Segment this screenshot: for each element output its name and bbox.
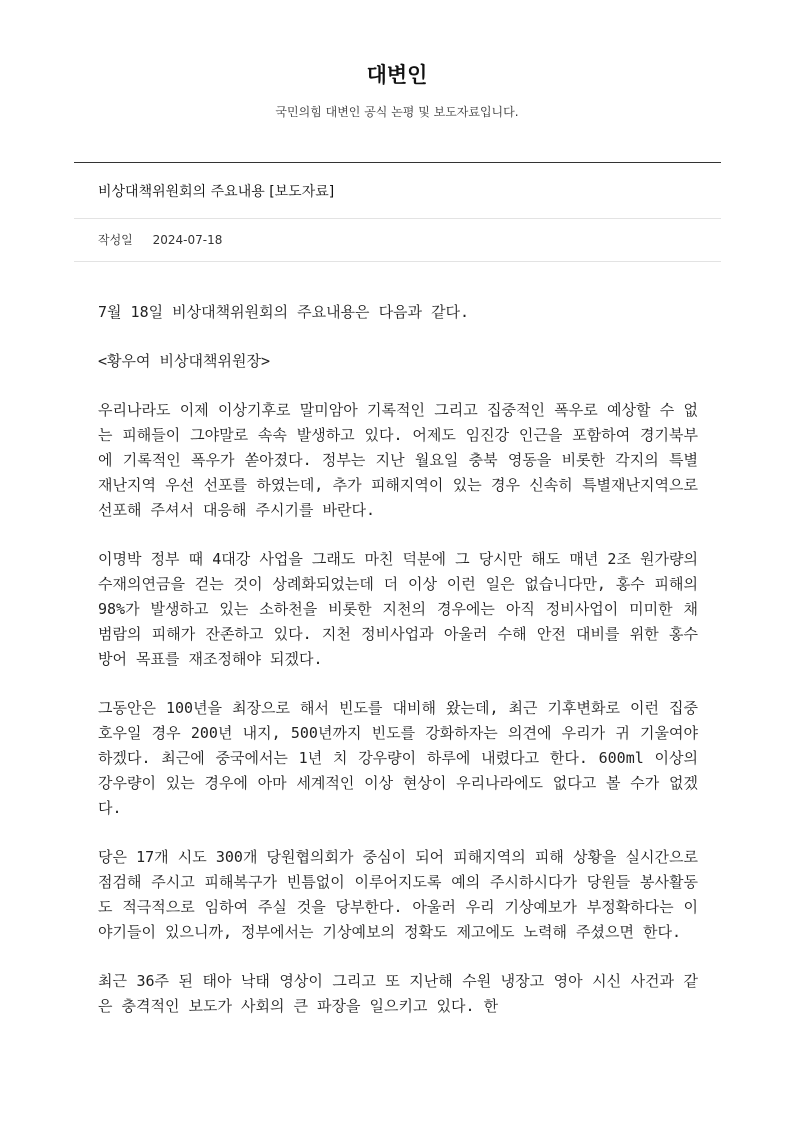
paragraph: 7월 18일 비상대책위원회의 주요내용은 다음과 같다. [98, 303, 470, 321]
paragraph: 당은 17개 시도 300개 당원협의회가 중심이 되어 피해지역의 피해 상황을 실시간으로 점검해 주시고 피해복구가 빈틈없이 이루어지도록 예의 주시하시다가 당원들 봉사활동도 적극적으로 임하여 주실 것을 당부한다. 아울러 우리 기상예보가 부정확하다는 이야기들이 있으니까, 정부에서는 기상예보의 정확도 제고에도 노력해 주셨으면 한다. [98, 848, 698, 941]
paragraph: 우리나라도 이제 이상기후로 말미암아 기록적인 그리고 집중적인 폭우로 예상할 수 없는 피해들이 그야말로 속속 발생하고 있다. 어제도 임진강 인근을 포함하여 경기북부에 기록적인 폭우가 쏟아졌다. 정부는 지난 월요일 충북 영동을 비롯한 각지의 특별재난지역 우선 선포를 하였는데, 추가 피해지역이 있는 경우 신속히 특별재난지역으로 선포해 주셔서 대응해 주시기를 바란다. [98, 401, 698, 519]
paragraph: 이명박 정부 때 4대강 사업을 그래도 마친 덕분에 그 당시만 해도 매년 2조 원가량의 수재의연금을 걷는 것이 상례화되었는데 더 이상 이런 일은 없습니다만, 홍수 피해의 98%가 발생하고 있는 소하천을 비롯한 지천의 경우에는 아직 정비사업이 미미한 채 범람의 피해가 잔존하고 있다. 지천 정비사업과 아울러 수해 안전 대비를 위한 홍수 방어 목표를 재조정해야 되겠다. [98, 550, 698, 668]
paragraph: 최근 36주 된 태아 낙태 영상이 그리고 또 지난해 수원 냉장고 영아 시신 사건과 같은 충격적인 보도가 사회의 큰 파장을 일으키고 있다. 한 [98, 972, 698, 1015]
site-description: 국민의힘 대변인 공식 논평 및 보도자료입니다. [275, 105, 519, 119]
post-date: 2024-07-18 [152, 233, 223, 247]
header-divider [74, 162, 721, 163]
date-label: 작성일 [98, 233, 133, 247]
article-body [98, 300, 698, 1043]
meta-divider [74, 261, 721, 262]
title-divider [74, 218, 721, 219]
post-title: 비상대책위원회의 주요내용 [보도자료] [98, 184, 335, 200]
paragraph: <황우여 비상대책위원장> [98, 352, 270, 370]
post-meta [98, 231, 222, 249]
site-title[interactable]: 대변인 [366, 63, 428, 87]
paragraph: 그동안은 100년을 최장으로 해서 빈도를 대비해 왔는데, 최근 기후변화로 이런 집중호우일 경우 200년 내지, 500년까지 빈도를 강화하자는 의견에 우리가 귀 기울여야 하겠다. 최근에 중국에서는 1년 치 강우량이 하루에 내렸다고 한다. 600ml 이상의 강우량이 있는 경우에 아마 세계적인 이상 현상이 우리나라에도 없다고 볼 수가 없겠다. [98, 699, 698, 817]
